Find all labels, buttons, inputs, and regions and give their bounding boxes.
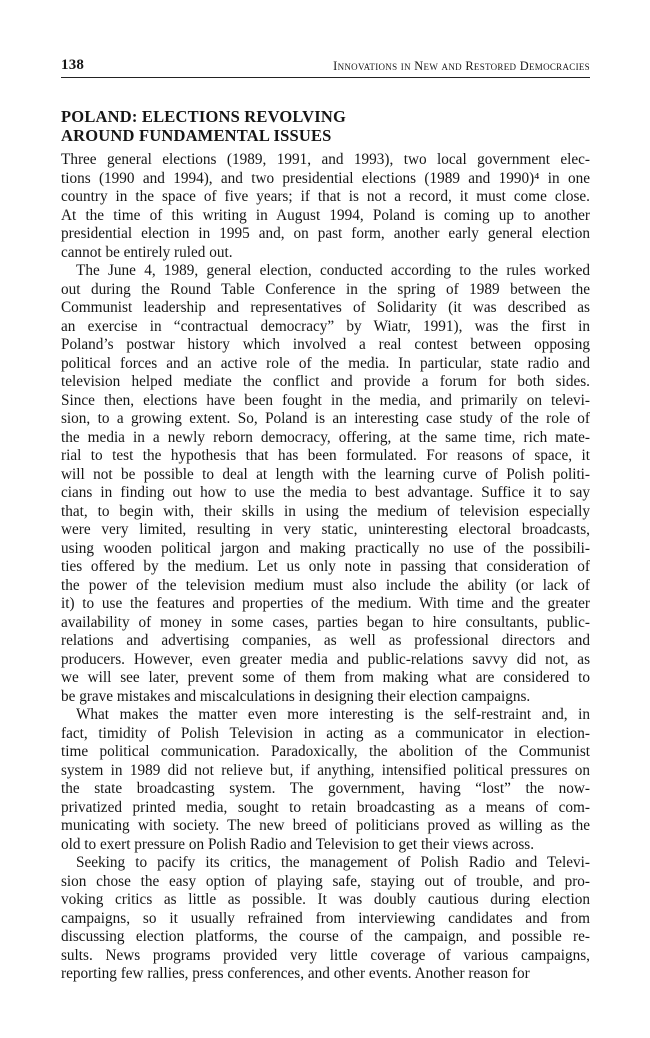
text-line: Poland’s postwar history which involved a real contest between opposing — [61, 336, 590, 353]
text-line: The June 4, 1989, general election, conducted according to the rules worked — [76, 262, 590, 279]
text-line: television helped mediate the conflict and provide a forum for both sides. — [61, 373, 590, 390]
text-line: cannot be entirely ruled out. — [61, 243, 233, 261]
text-line: time political communication. Paradoxically, the abolition of the Communist — [61, 743, 590, 760]
text-line: old to exert pressure on Polish Radio and Television to get their views across. — [61, 835, 535, 853]
running-header — [61, 54, 590, 78]
section-heading — [61, 107, 590, 145]
text-line: sion chose the easy option of playing safe, staying out of trouble, and pro- — [61, 872, 590, 890]
paragraph — [61, 706, 590, 854]
text-line: Three general elections (1989, 1991, and 1993), two local government elec- — [61, 151, 590, 168]
running-title: Innovations in New and Restored Democracies — [333, 59, 590, 73]
text-line: ties offered by the medium. Let us only note in passing that consideration of — [61, 558, 590, 575]
text-line: cians in finding out how to use the media to best advantage. Suffice it to say — [61, 484, 590, 501]
section-heading-line: AROUND FUNDAMENTAL ISSUES — [61, 126, 332, 145]
text-line: What makes the matter even more interesting is the self-restraint and, in — [76, 706, 590, 723]
text-line: presidential election in 1995 and, on past form, another early general election — [61, 225, 590, 242]
paragraph — [61, 854, 590, 984]
page-number: 138 — [61, 57, 85, 73]
text-line: an exercise in “contractual democracy” by Wiatr, 1991), was the first in — [61, 317, 590, 335]
text-line: municating with society. The new breed of politicians proved as willing as the — [61, 817, 590, 834]
text-line: country in the space of five years; if that is not a record, it must come close. — [61, 188, 590, 205]
text-line: rial to test the hypothesis that has been formulated. For reasons of space, it — [61, 447, 590, 464]
text-line: Since then, elections have been fought in the media, and primarily on televi- — [61, 391, 590, 409]
text-line: the power of the television medium must also include the ability (or lack of — [61, 576, 590, 594]
section-heading-line: POLAND: ELECTIONS REVOLVING — [61, 107, 347, 126]
text-line: system in 1989 did not relieve but, if anything, intensified political pressures on — [61, 761, 590, 779]
text-line: sults. News programs provided very little coverage of various campaigns, — [61, 946, 590, 964]
text-line: the state broadcasting system. The government, having “lost” the now- — [61, 780, 590, 797]
text-line: we will see later, prevent some of them from making what are considered to — [61, 669, 590, 686]
text-line: using wooden political jargon and making practically no use of the possibili- — [61, 539, 590, 557]
text-line: sion, to a growing extent. So, Poland is an interesting case study of the role of — [61, 410, 590, 427]
text-line: it) to use the features and properties of the medium. With time and the greater — [61, 595, 590, 612]
text-line: campaigns, so it usually refrained from interviewing candidates and from — [61, 909, 590, 927]
text-line: voking critics as little as possible. It was doubly cautious during election — [61, 891, 590, 908]
text-line: privatized printed media, sought to retain broadcasting as a means of com- — [61, 798, 590, 816]
text-line: discussing election platforms, the course of the campaign, and possible re- — [61, 928, 590, 945]
text-line: reporting few rallies, press conferences, and other events. Another reason for — [61, 965, 530, 982]
text-line: be grave mistakes and miscalculations in designing their election campaigns. — [61, 687, 531, 705]
text-line: relations and advertising companies, as well as professional directors and — [61, 632, 590, 649]
text-line: were very limited, resulting in very static, uninteresting electoral broadcasts, — [61, 521, 590, 538]
text-line: will not be possible to deal at length with the learning curve of Polish politi- — [61, 465, 590, 483]
text-line: out during the Round Table Conference in the spring of 1989 between the — [61, 280, 590, 298]
paragraph — [61, 151, 590, 262]
text-line: tions (1990 and 1994), and two presidential elections (1989 and 1990)⁴ in one — [61, 169, 590, 187]
text-line: that, to begin with, their skills in using the medium of television especially — [61, 502, 590, 520]
paragraph — [61, 262, 590, 706]
body-text — [61, 151, 590, 984]
text-line: Communist leadership and representatives of Solidarity (it was described as — [61, 299, 590, 316]
text-line: fact, timidity of Polish Television in acting as a communicator in election- — [61, 724, 590, 742]
text-line: At the time of this writing in August 1994, Poland is coming up to another — [61, 206, 590, 224]
text-line: political forces and an active role of the media. In particular, state radio and — [61, 354, 590, 372]
text-line: producers. However, even greater media and public-relations savvy did not, as — [61, 650, 590, 668]
text-line: the media in a newly reborn democracy, offering, at the same time, rich mate- — [61, 428, 590, 446]
text-line: Seeking to pacify its critics, the management of Polish Radio and Televi- — [76, 854, 590, 871]
text-line: availability of money in some cases, parties began to hire consultants, public- — [61, 613, 590, 631]
